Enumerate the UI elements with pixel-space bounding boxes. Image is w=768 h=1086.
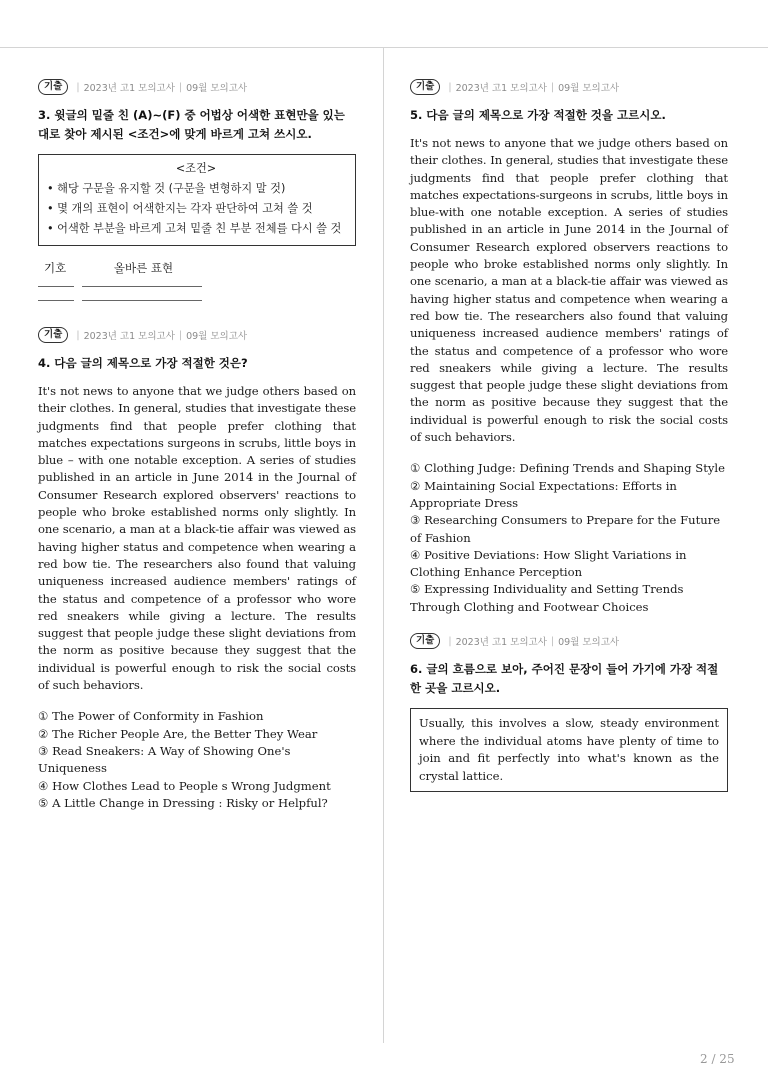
q5-passage: It's not news to anyone that we judge others based on their clothes. In general, studies that investigate these judgments find that people prefer clothing that matches expectations-surgeons in scrubs, little boys in blue-with one notable exception. A series of studies published in an article in June 2014 in the Journal of Consumer Research explored observers reactions to people who broke established norms only slightly. In one scenario, a man at a black-tie affair was viewed as having higher status and competence when wearing a red bow tie. The researchers also found that valuing uniqueness increased audience members' ratings of the status and competence of a professor who wore red sneakers while giving a lecture. The results suggest that people judge these slight deviations from the norm as positive because they suggest that the individual is powerful enough to risk the social costs of such behaviors. (410, 136, 728, 445)
q4-passage: It's not news to anyone that we judge others based on their clothes. In general, studies that investigate these judgments find that people prefer clothing that matches expectations surgeons in scrubs, little boys in blue – with one notable exception. A series of studies published in an article in June 2014 in the Journal of Consumer Research explored observers' reactions to people who broke established norms only slightly. In one scenario, a man at a black-tie affair was viewed as having higher status and competence when wearing a red bow tie. The researchers also found that valuing uniqueness increased audience members' ratings of the status and competence of a professor who wore red sneakers while giving a lecture. The results suggest that people judge these slight deviations from the norm as positive because they suggest that the individual is powerful enough to risk the social costs of such behaviors. (38, 384, 356, 693)
q6-title: 6. 글의 흐름으로 보아, 주어진 문장이 들어 가기에 가장 적절한 곳을 고르시오. (410, 662, 719, 696)
source-year: 2023년 고1 모의고사 (83, 83, 175, 94)
answer-blank-row[interactable] (38, 280, 356, 294)
separator: | (448, 81, 452, 93)
source-month: 09월 모의고사 (558, 637, 620, 649)
q3-answer-header (38, 260, 356, 276)
option-1[interactable]: ① The Power of Conformity in Fashion (38, 709, 264, 724)
conditions-title: <조건> (175, 162, 217, 175)
symbol-blank[interactable] (38, 286, 74, 287)
condition-item: • 해당 구문을 유지할 것 (구문을 변형하지 말 것) (47, 182, 286, 195)
option-2[interactable]: ② Maintaining Social Expectations: Efforts in Appropriate Dress (410, 478, 677, 510)
q5-source-tag (410, 78, 728, 96)
separator: | (76, 81, 80, 93)
expression-blank[interactable] (82, 300, 202, 301)
q4-title: 4. 다음 글의 제목으로 가장 적절한 것은? (38, 356, 248, 370)
source-month: 09월 모의고사 (186, 331, 248, 342)
given-sentence: Usually, this involves a slow, steady environment where the individual atoms have plenty of time to join and fit perfectly into what's known as the crystal lattice. (419, 716, 719, 783)
left-column (38, 78, 356, 812)
source-year: 2023년 고1 모의고사 (455, 83, 547, 94)
q4-options (38, 708, 356, 812)
q4-source-tag (38, 326, 356, 344)
right-column (410, 78, 728, 792)
source-badge: 기출 (38, 79, 68, 95)
option-2[interactable]: ② The Richer People Are, the Better They Wear (38, 726, 318, 741)
source-month: 09월 모의고사 (558, 83, 620, 94)
q3-title: 3. 윗글의 밑줄 친 (A)~(F) 중 어법상 어색한 표현만을 있는 대로 찾아 제시된 <조건>에 맞게 바르게 고쳐 쓰시오. (38, 108, 345, 141)
source-badge: 기출 (410, 79, 440, 95)
page-number: 2 / 25 (700, 1052, 735, 1066)
q3-conditions-box (38, 154, 356, 246)
answer-label-expression: 올바른 표현 (113, 261, 174, 275)
option-3[interactable]: ③ Researching Consumers to Prepare for the Future of Fashion (410, 513, 721, 545)
symbol-blank[interactable] (38, 300, 74, 301)
top-divider (0, 47, 768, 48)
condition-item: • 어색한 부분을 바르게 고쳐 밑줄 친 부분 전체를 다시 쓸 것 (47, 222, 342, 235)
option-4[interactable]: ④ Positive Deviations: How Slight Variations in Clothing Enhance Perception (410, 547, 687, 580)
option-1[interactable]: ① Clothing Judge: Defining Trends and Shaping Style (410, 461, 725, 476)
separator: | (550, 81, 555, 93)
option-3[interactable]: ③ Read Sneakers: A Way of Showing One's Uniqueness (38, 743, 291, 776)
q6-given-sentence-box (410, 708, 728, 792)
separator: | (178, 329, 183, 341)
option-4[interactable]: ④ How Clothes Lead to People s Wrong Judgment (38, 778, 331, 793)
separator: | (448, 635, 452, 647)
source-month: 09월 모의고사 (186, 83, 248, 94)
source-year: 2023년 고1 모의고사 (455, 637, 547, 649)
column-divider (383, 48, 384, 1043)
answer-blank-row[interactable] (38, 294, 356, 308)
q3-source-tag (38, 78, 356, 96)
condition-item: • 몇 개의 표현이 어색한지는 각자 판단하여 고쳐 쓸 것 (47, 202, 313, 215)
q6-source-tag (410, 632, 728, 650)
separator: | (76, 329, 80, 341)
separator: | (178, 81, 183, 93)
source-badge: 기출 (410, 633, 440, 649)
separator: | (550, 635, 555, 647)
option-5[interactable]: ⑤ A Little Change in Dressing : Risky or Helpful? (38, 795, 328, 810)
q5-options (410, 460, 728, 616)
expression-blank[interactable] (82, 286, 202, 287)
option-5[interactable]: ⑤ Expressing Individuality and Setting Trends Through Clothing and Footwear Choices (410, 582, 684, 614)
q5-title: 5. 다음 글의 제목으로 가장 적절한 것을 고르시오. (410, 108, 666, 122)
source-badge: 기출 (38, 327, 68, 343)
answer-label-symbol: 기호 (44, 261, 67, 275)
source-year: 2023년 고1 모의고사 (83, 331, 175, 342)
